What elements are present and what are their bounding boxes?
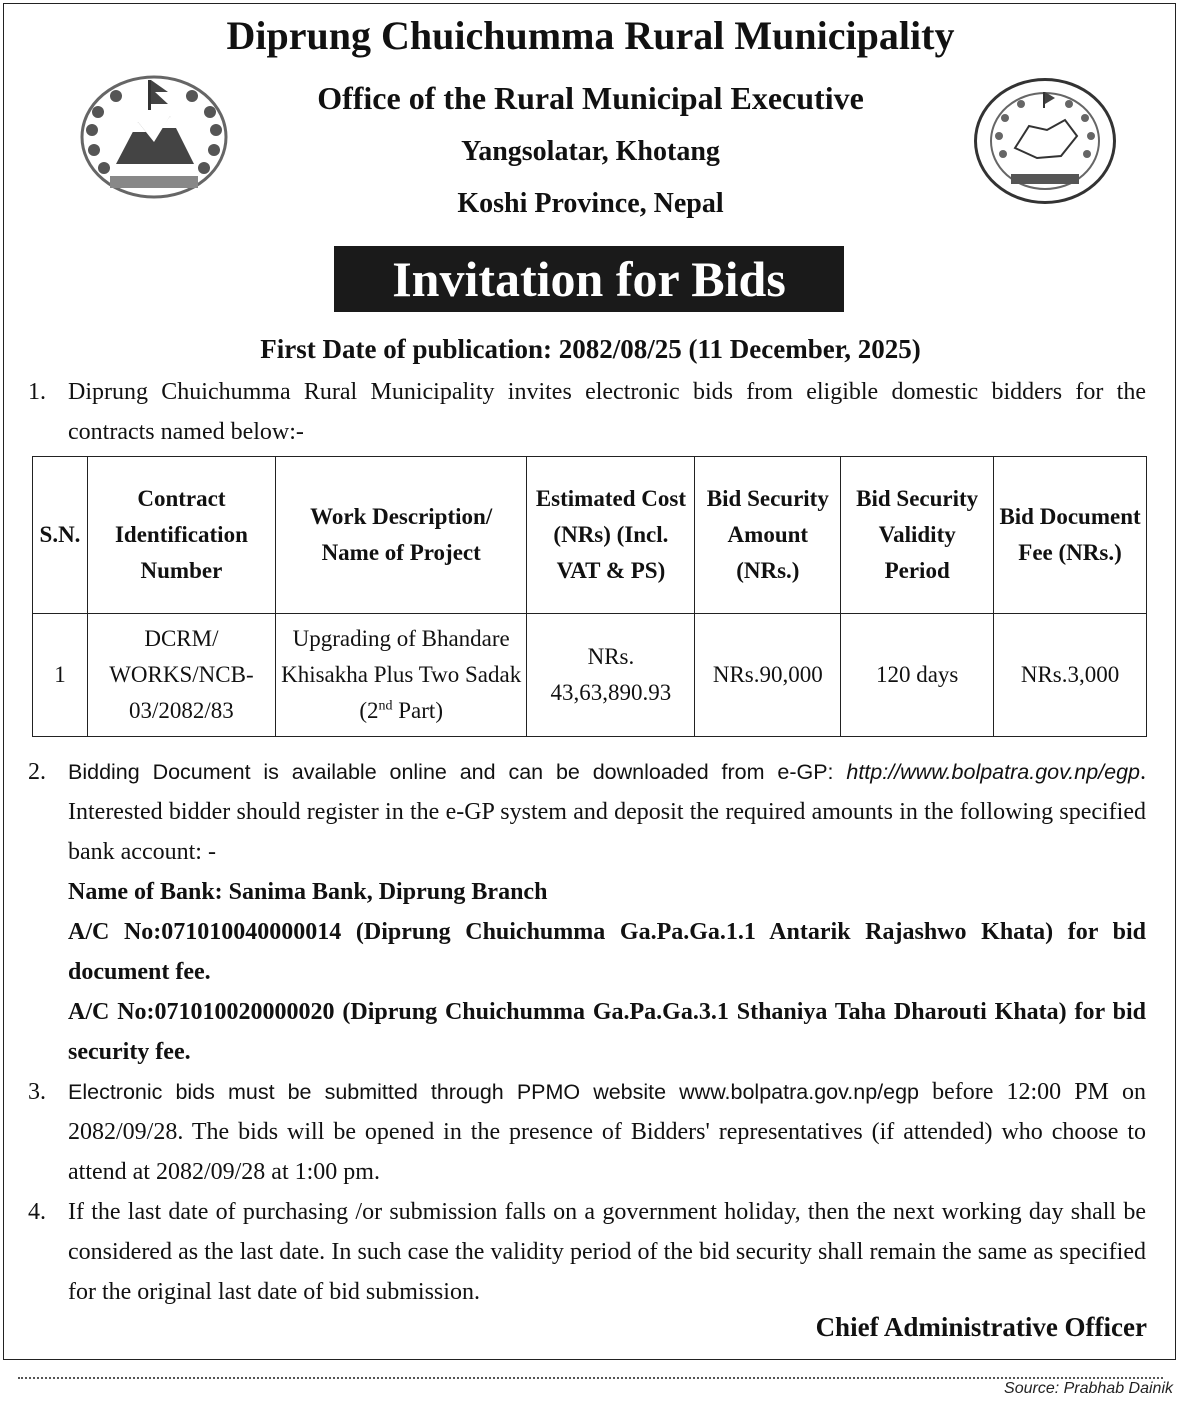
header-bid-security: Bid Security Amount (NRs.): [695, 457, 841, 614]
paragraph-1: [28, 372, 1146, 452]
cell-validity: 120 days: [841, 614, 994, 737]
bank-name: Name of Bank: Sanima Bank, Diprung Branch: [68, 879, 548, 905]
address-line-1: Yangsolatar, Khotang: [461, 136, 720, 167]
header-work-description: Work Description/ Name of Project: [275, 457, 527, 614]
account-1: A/C No:071010040000014 (Diprung Chuichumma Ga.Pa.Ga.1.1 Antarik Rajashwo Khata) for bid document fee.: [68, 919, 1146, 985]
paragraph-number: 2.: [28, 759, 46, 785]
work-text: Upgrading of Bhandare Khisakha Plus Two Sadak (2: [281, 626, 522, 723]
cell-estimated-cost: NRs. 43,63,890.93: [527, 614, 695, 737]
paragraph-3-lead: Electronic bids must be submitted through PPMO website www.bolpatra.gov.np/egp: [68, 1080, 919, 1104]
table-header-row: [33, 457, 1147, 614]
header-estimated-cost: Estimated Cost (NRs) (Incl. VAT & PS): [527, 457, 695, 614]
notice-title: Invitation for Bids: [334, 246, 844, 312]
cell-sn: 1: [33, 614, 88, 737]
egp-link[interactable]: http://www.bolpatra.gov.np/egp: [846, 760, 1140, 784]
paragraph-4-text: If the last date of purchasing /or submission falls on a government holiday, then the next working day shall be considered as the last date. In such case the validity period of the bid security shall remain the same as specified for the original last date of bid submission.: [68, 1199, 1146, 1305]
paragraph-2-lead: Bidding Document is available online and can be downloaded from e-GP:: [68, 760, 847, 784]
cell-bid-security: NRs.90,000: [695, 614, 841, 737]
paragraph-2-rest: . Interested bidder should register in the e-GP system and deposit the required amounts in the following specified bank account: -: [68, 759, 1146, 865]
office-name: Office of the Rural Municipal Executive: [317, 80, 864, 116]
source-credit: Source: Prabhab Dainik: [1004, 1380, 1173, 1397]
signature: Chief Administrative Officer: [815, 1312, 1147, 1342]
account-2: A/C No:071010020000020 (Diprung Chuichumma Ga.Pa.Ga.3.1 Sthaniya Taha Dharouti Khata) for bid security fee.: [68, 999, 1146, 1065]
cell-contract-id: DCRM/ WORKS/NCB- 03/2082/83: [87, 614, 275, 737]
header-sn: S.N.: [33, 457, 88, 614]
work-superscript: nd: [378, 698, 393, 714]
cell-doc-fee: NRs.3,000: [994, 614, 1147, 737]
work-text-end: Part): [392, 698, 443, 723]
paragraph-2: [28, 752, 1146, 1072]
paragraph-number: 1.: [28, 379, 46, 405]
paragraph-3: [28, 1072, 1146, 1192]
paragraph-4: [28, 1192, 1146, 1312]
paragraph-number: 3.: [28, 1079, 46, 1105]
table-row: [33, 614, 1147, 737]
address-line-2: Koshi Province, Nepal: [457, 188, 724, 219]
bids-table: [32, 456, 1147, 737]
publication-date: First Date of publication: 2082/08/25 (11 December, 2025): [260, 334, 921, 364]
paragraph-number: 4.: [28, 1199, 46, 1225]
header-validity: Bid Security Validity Period: [841, 457, 994, 614]
header-contract-id: Contract Identification Number: [87, 457, 275, 614]
paragraph-3-rest: before 12:00 PM on 2082/09/28. The bids will be opened in the presence of Bidders' representatives (if attended) who choose to attend at 2082/09/28 at 1:00 pm.: [68, 1079, 1146, 1185]
paragraph-1-text: Diprung Chuichumma Rural Municipality invites electronic bids from eligible domestic bidders for the contracts named below:-: [68, 379, 1146, 445]
cell-work-description: [275, 614, 527, 737]
municipality-name: Diprung Chuichumma Rural Municipality: [226, 13, 955, 58]
header-doc-fee: Bid Document Fee (NRs.): [994, 457, 1147, 614]
divider: [18, 1377, 1163, 1379]
